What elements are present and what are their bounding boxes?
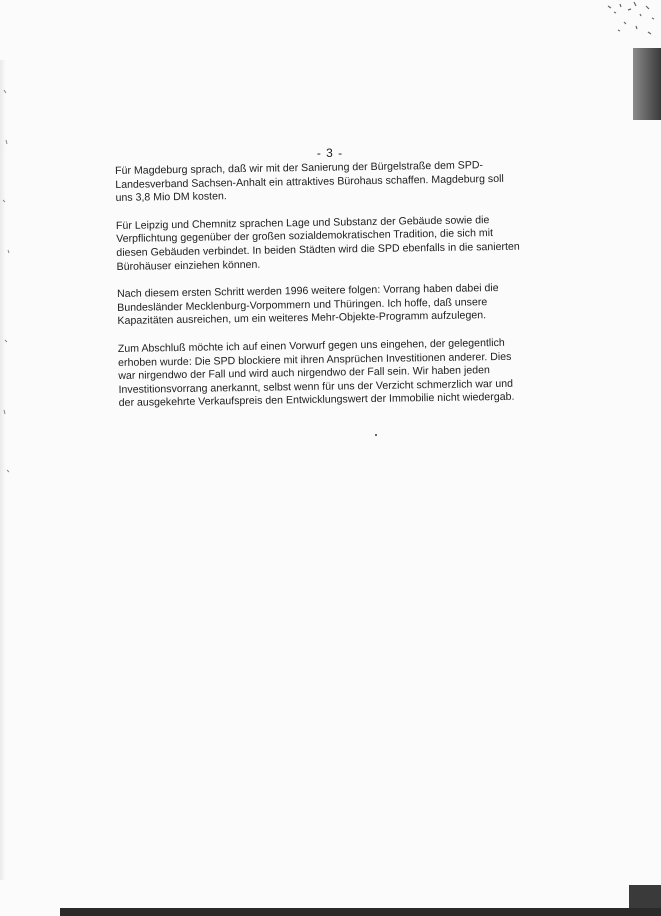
paragraph: [118, 336, 549, 411]
text-line: Landesverband Sachsen-Anhalt ein attraktives Bürohaus schaffen. Magdeburg soll: [115, 172, 504, 191]
page-number: - 3 -: [316, 146, 344, 160]
text-line: Kapazitäten ausreichen, um ein weiteres Mehr-Objekte-Programm aufzulegen.: [117, 309, 487, 328]
text-line: Verpflichtung gegenüber der großen sozialdemokratischen Tradition, die sich mit: [116, 227, 494, 246]
text-line: Für Leipzig und Chemnitz sprachen Lage und Substanz der Gebäude sowie die: [115, 213, 490, 232]
text-line: Bundesländer Mecklenburg-Vorpommern und Thüringen. Ich hoffe, daß unsere: [117, 295, 488, 314]
text-line: Investitionsvorrang anerkannt, selbst wenn für uns der Verzicht schmerzlich war und: [118, 377, 514, 396]
text-line: der ausgekehrte Verkaufspreis den Entwicklungswert der Immobilie nicht wiedergab.: [118, 391, 515, 410]
paragraph: [115, 158, 546, 206]
text-line: uns 3,8 Mio DM kosten.: [115, 190, 227, 205]
scan-speck: [375, 434, 377, 436]
scan-noise-top-right: [590, 0, 661, 50]
text-line: erhoben wurde: Die SPD blockiere mit ihren Ansprüchen Investitionen anderer. Dies: [118, 350, 512, 369]
paragraph: [117, 281, 548, 329]
text-line: war nirgendwo der Fall und wird auch nirgendwo der Fall sein. Wir haben jeden: [118, 364, 490, 383]
text-line: Zum Abschluß möchte ich auf einen Vorwurf gegen uns eingehen, der gelegentlich: [117, 336, 505, 355]
text-line: Für Magdeburg sprach, daß wir mit der Sanierung der Bürgelstraße dem SPD-: [115, 159, 484, 177]
paragraph: [116, 213, 547, 274]
scan-dark-strip-bottom: [60, 908, 661, 916]
text-line: diesen Gebäuden verbindet. In beiden Städten wird die SPD ebenfalls in die sanierten: [116, 240, 520, 259]
scan-dark-corner: [633, 48, 661, 120]
text-line: Nach diesem ersten Schritt werden 1996 weitere folgen: Vorrang haben dabei die: [116, 282, 499, 301]
body-text: [115, 158, 549, 425]
scan-noise-left: [0, 80, 14, 500]
text-line: Bürohäuser einziehen können.: [116, 258, 261, 273]
